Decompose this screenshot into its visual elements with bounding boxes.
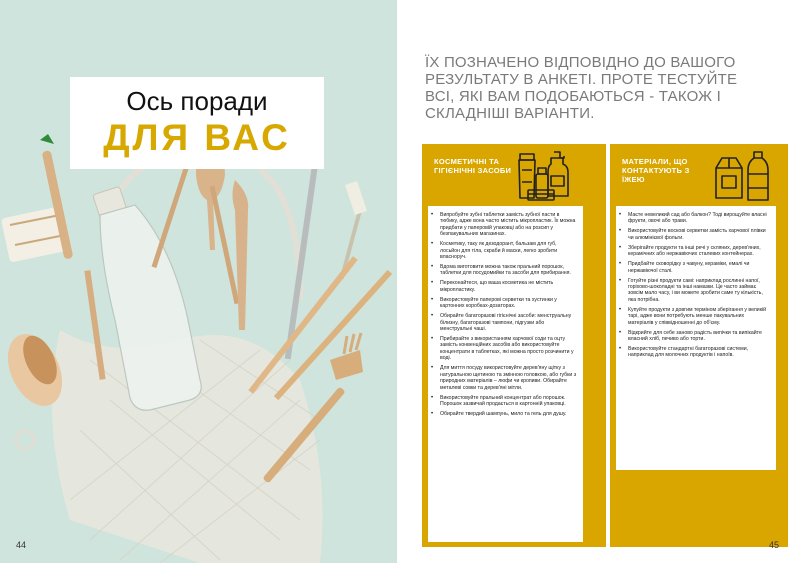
- list-item: • Переконайтеся, що ваша косметика не містить мікропластику.: [438, 280, 577, 293]
- column-title: КОСМЕТИЧНІ ТА ГІГІЄНІЧНІ ЗАСОБИ: [434, 157, 512, 175]
- list-item: • Обирайте твердий шампунь, мило та гель для душу.: [438, 411, 577, 417]
- list-item: • Використовуйте стандартні багаторазові системи, наприклад для молочних продуктів і напоїв.: [626, 346, 770, 359]
- food-containers-icon: [708, 148, 772, 206]
- page-number-right: 45: [768, 540, 779, 550]
- title-line-1: Ось поради: [126, 86, 268, 116]
- column-header: [610, 144, 788, 206]
- list-item: • Випробуйте зубні таблетки замість зубної пасти в тюбику, адже вона часто містить мікропластик. Їх можна придбати у паперовій упаковці або на розсип у безпакувальних магазинах.: [438, 212, 577, 238]
- right-page: [397, 0, 793, 563]
- list-item: • Прибирайте з використанням харчової соди та оцту замість конвенційних засобів або використовуйте концентрати в таблетках, які можна просто розчинити у воді.: [438, 336, 577, 362]
- list-item: • Обирайте багаторазові гігієнічні засоби: менструальну білизну, багаторазові тампони, підгузки або менструальні чаші.: [438, 313, 577, 332]
- food-contact-column: [610, 144, 788, 547]
- list-item: • Готуйте різні продукти самі: наприклад рослинні напої, горіхово-шоколадні та інші намазки. Це часто займає зовсім мало часу, і ви можете зробити саме ту кількість, яка потрібна.: [626, 278, 770, 304]
- title-line-2: ДЛЯ ВАС: [103, 117, 291, 158]
- list-item: • Використовуйте воскові серветки замість харчової плівки чи алюмінієвої фольги.: [626, 228, 770, 241]
- list-item: • Використовуйте паперові серветки та хустинки у картонних коробках-дозаторах.: [438, 297, 577, 310]
- column-title: МАТЕРІАЛИ, ЩО КОНТАКТУЮТЬ З ЇЖЕЮ: [622, 157, 690, 184]
- column-body: [428, 206, 583, 542]
- column-body: [616, 206, 776, 470]
- tips-list: [428, 206, 583, 417]
- cosmetics-column: [422, 144, 606, 547]
- list-item: • Вдома виготовити можна також пральний порошок, таблетки для посудомийки та засоби для прибирання.: [438, 264, 577, 277]
- intro-text: ЇХ ПОЗНАЧЕНО ВІДПОВІДНО ДО ВАШОГО РЕЗУЛЬТАТУ В АНКЕТІ. ПРОТЕ ТЕСТУЙТЕ ВСІ, ЯКІ ВАМ ПОДОБАЮТЬСЯ - ТАКОЖ І СКЛАДНІШІ ВАРІАНТИ.: [425, 54, 738, 122]
- list-item: • Використовуйте пральний концентрат або порошок. Порошок зазвичай продається в картонній упаковці.: [438, 395, 577, 408]
- list-item: • Косметику, таку як дезодорант, бальзам для губ, лосьйон для тіла, скраби й маски, легко зробити власноруч.: [438, 241, 577, 260]
- list-item: • Купуйте продукти з довгим терміном зберігання у великій тарі, адже вони потребують менше пакувальних матеріалів у співвідношенні до об'єму.: [626, 307, 770, 326]
- title-box: [70, 77, 324, 169]
- tips-list: [616, 206, 776, 359]
- list-item: • Придбайте сковорідку з чавуну, кераміки, емалі чи нержавіючої сталі.: [626, 261, 770, 274]
- page-number-left: 44: [16, 540, 27, 550]
- list-item: • Маєте невеликий сад або балкон? Тоді вирощуйте власні фрукти, овочі або трави.: [626, 212, 770, 225]
- cosmetics-bottles-icon: [514, 148, 576, 206]
- list-item: • Для миття посуду використовуйте дерев'яну щітку з натуральною щетиною та змінною головкою, або губки з природних матеріалів – люфи чи кропиви. Обирайте металеві совки та дерев'яні мітли.: [438, 365, 577, 391]
- list-item: • Відкрийте для себе заново радість випічки та випікайте власний хліб, печиво або торти.: [626, 330, 770, 343]
- list-item: • Зберігайте продукти та інші речі у скляних, дерев'яних, керамічних або нержавіючих сталевих контейнерах.: [626, 245, 770, 258]
- column-header: [422, 144, 606, 206]
